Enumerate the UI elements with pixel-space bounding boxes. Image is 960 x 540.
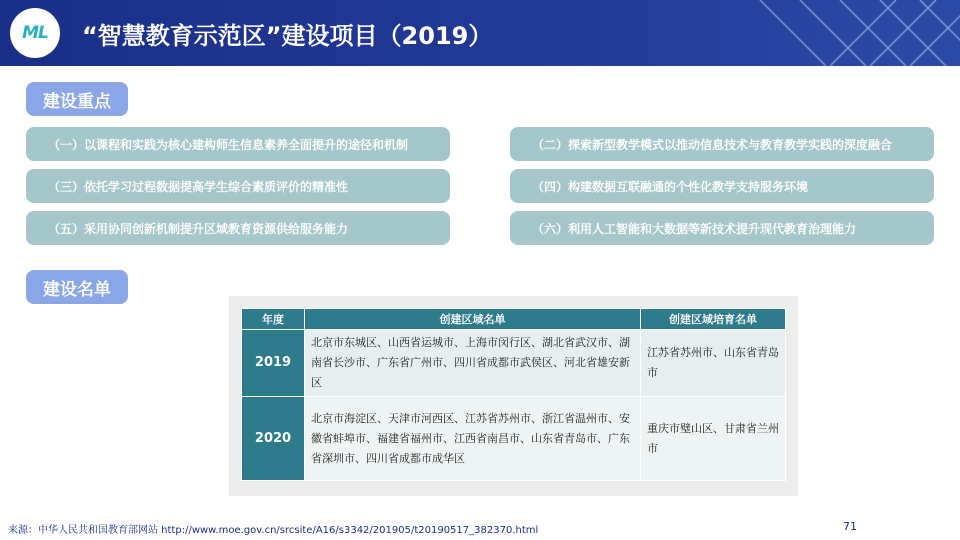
focus-item-2: （二）探索新型教学模式以推动信息技术与教育教学实践的深度融合 bbox=[510, 127, 934, 161]
header-year: 年度 bbox=[242, 309, 305, 330]
page-number: 71 bbox=[843, 520, 857, 533]
list-table bbox=[241, 308, 786, 481]
focus-item-4: （四）构建数据互联融通的个性化教学支持服务环境 bbox=[510, 169, 934, 203]
focus-item-6: （六）利用人工智能和大数据等新技术提升现代教育治理能力 bbox=[510, 211, 934, 245]
list-table-container bbox=[229, 296, 798, 496]
page-title: “智慧教育示范区”建设项目（2019） bbox=[82, 22, 493, 50]
header-diagonal-stripes bbox=[740, 0, 960, 66]
logo-text: ML bbox=[22, 23, 48, 43]
row-cultivation: 江苏省苏州市、山东省青岛市 bbox=[641, 330, 786, 397]
focus-item-3: （三）依托学习过程数据提高学生综合素质评价的精准性 bbox=[26, 169, 450, 203]
row-regions: 北京市东城区、山西省运城市、上海市闵行区、湖北省武汉市、湖南省长沙市、广东省广州市、四川省成都市武侯区、河北省雄安新区 bbox=[305, 330, 641, 397]
row-regions: 北京市海淀区、天津市河西区、江苏省苏州市、浙江省温州市、安徽省蚌埠市、福建省福州市、江西省南昌市、山东省青岛市、广东省深圳市、四川省成都市成华区 bbox=[305, 397, 641, 481]
table-row bbox=[242, 397, 786, 481]
header-bar bbox=[0, 0, 960, 66]
source-citation: 来源：中华人民共和国教育部网站 http://www.moe.gov.cn/srcsite/A16/s3342/201905/t20190517_382370.html bbox=[8, 525, 539, 536]
table-row bbox=[242, 330, 786, 397]
row-year: 2020 bbox=[242, 397, 305, 481]
section-tag-focus: 建设重点 bbox=[26, 82, 128, 116]
table-header-row bbox=[242, 309, 786, 330]
section-tag-list: 建设名单 bbox=[26, 270, 128, 304]
row-year: 2019 bbox=[242, 330, 305, 397]
focus-item-5: （五）采用协同创新机制提升区域教育资源供给服务能力 bbox=[26, 211, 450, 245]
row-cultivation: 重庆市璧山区、甘肃省兰州市 bbox=[641, 397, 786, 481]
header-cultivation: 创建区域培育名单 bbox=[641, 309, 786, 330]
focus-item-1: （一）以课程和实践为核心建构师生信息素养全面提升的途径和机制 bbox=[26, 127, 450, 161]
logo-badge bbox=[10, 8, 60, 58]
header-regions: 创建区域名单 bbox=[305, 309, 641, 330]
